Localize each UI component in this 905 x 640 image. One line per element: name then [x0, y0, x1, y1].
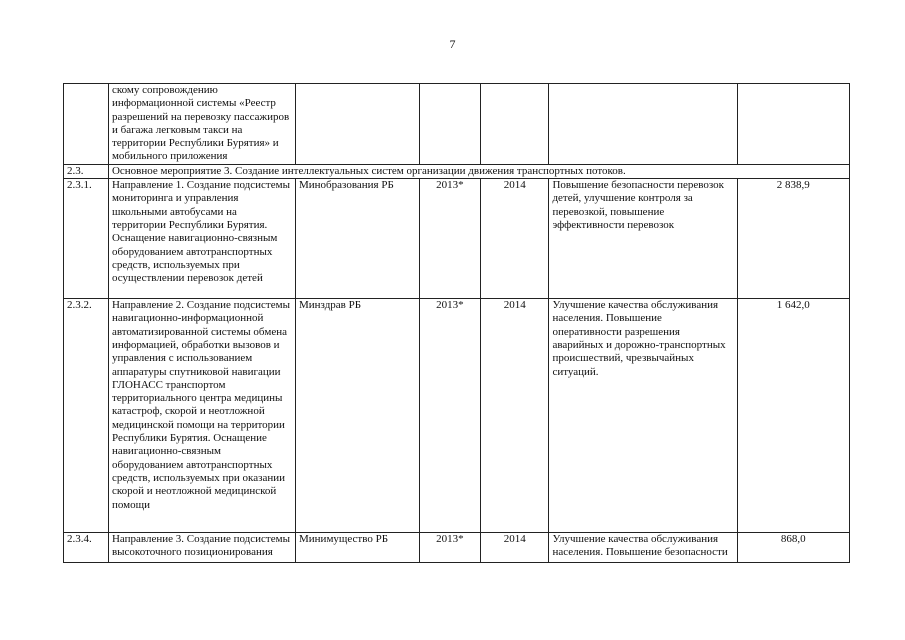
cell-end-year: 2014: [480, 179, 548, 299]
cell-start-year: 2013*: [419, 533, 480, 563]
table-row: [64, 179, 850, 299]
cell-end-year: [480, 84, 548, 165]
cell-executor: [296, 84, 420, 165]
table-row: [64, 533, 850, 563]
cell-number: 2.3.2.: [64, 299, 109, 533]
cell-result: Повышение безопасности перевозок детей, улучшение контроля за перевозкой, повышение эффективности перевозок: [549, 179, 737, 299]
cell-amount: [737, 84, 849, 165]
cell-result: Улучшение качества обслуживания населения. Повышение безопасности: [549, 533, 737, 563]
cell-description: скому сопровождению информационной системы «Реестр разрешений на перевозку пассажиров и багажа легковым такси на территории Республики Бурятия» и мобильного приложения: [108, 84, 295, 165]
cell-result: Улучшение качества обслуживания населения. Повышение оперативности разрешения аварийных и дорожно-транспортных происшествий, чрезвычайных ситуаций.: [549, 299, 737, 533]
cell-end-year: 2014: [480, 299, 548, 533]
cell-start-year: 2013*: [419, 179, 480, 299]
cell-start-year: [419, 84, 480, 165]
cell-amount: 1 642,0: [737, 299, 849, 533]
program-measures-table: [63, 83, 850, 563]
cell-amount: 2 838,9: [737, 179, 849, 299]
cell-description: Направление 2. Создание подсистемы навигационно-информационной автоматизированной системы обмена информацией, обработки вызовов и управления с использованием аппаратуры спутниковой навигации ГЛОНАСС транспортом территориального центра медицины катастроф, скорой и неотложной медицинской помощи на территории Республики Бурятия. Оснащение навигационно-связным оборудованием автотранспортных средств, используемых при оказании скорой и неотложной медицинской помощи: [108, 299, 295, 533]
cell-number: [64, 84, 109, 165]
cell-number: 2.3.: [64, 164, 109, 178]
page-number: 7: [449, 37, 456, 51]
table-row: [64, 84, 850, 165]
cell-result: [549, 84, 737, 165]
cell-amount: 868,0: [737, 533, 849, 563]
cell-section-title: Основное мероприятие 3. Создание интеллектуальных систем организации движения транспортных потоков.: [108, 164, 849, 178]
cell-number: 2.3.4.: [64, 533, 109, 563]
table-row: [64, 299, 850, 533]
cell-start-year: 2013*: [419, 299, 480, 533]
cell-description: Направление 1. Создание подсистемы мониторинга и управления школьными автобусами на территории Республики Бурятия. Оснащение навигационно-связным оборудованием автотранспортных средств, используемых при осуществлении перевозок детей: [108, 179, 295, 299]
cell-executor: Минздрав РБ: [296, 299, 420, 533]
cell-end-year: 2014: [480, 533, 548, 563]
cell-description: Направление 3. Создание подсистемы высокоточного позиционирования: [108, 533, 295, 563]
cell-executor: Минобразования РБ: [296, 179, 420, 299]
table-row-section: [64, 164, 850, 178]
cell-executor: Минимущество РБ: [296, 533, 420, 563]
cell-number: 2.3.1.: [64, 179, 109, 299]
